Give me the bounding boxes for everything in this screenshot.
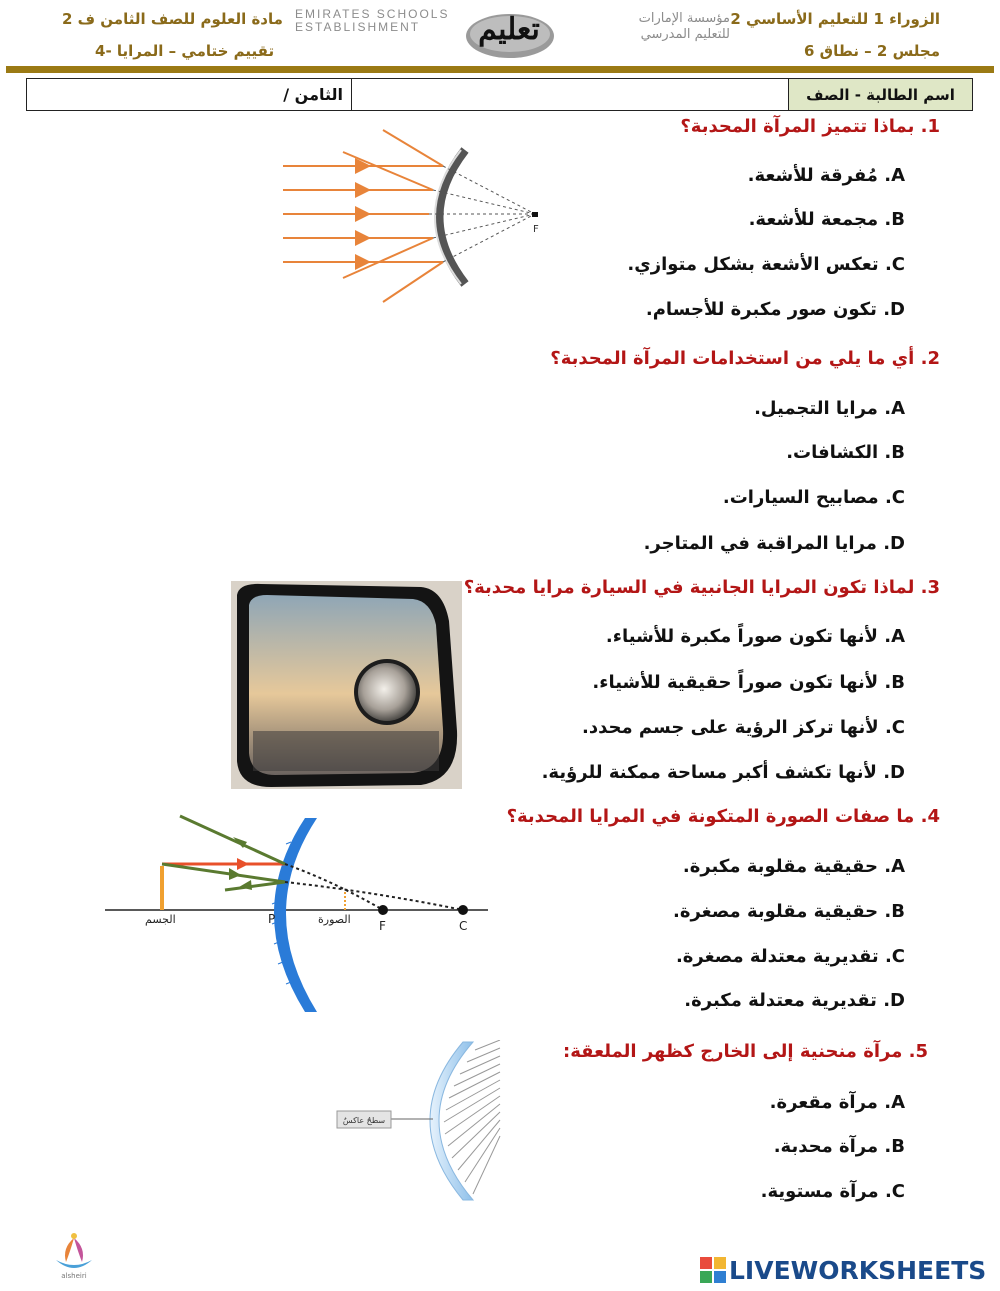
option-letter: A. [884,398,905,419]
spoon-back-mirror-figure [335,1040,505,1202]
option-text: حقيقية مقلوبة مصغرة. [673,901,879,922]
alsheiri-logo-text: alsheiri [61,1272,87,1280]
reflective-surface-label: سطحٌ عاكسٌ [342,1116,386,1125]
option-letter: D. [883,990,905,1011]
question-number: 3. [920,577,940,598]
option-letter: C. [884,487,905,508]
option-text: مرآة مستوية. [760,1181,879,1202]
liveworksheets-brand [700,1255,995,1285]
option-3b[interactable] [592,672,905,693]
question-4 [507,806,940,827]
assessment-title: تقييم ختامي – المرايا -4 [95,42,275,60]
ese-logo-line1: EMIRATES SCHOOLS [295,7,450,21]
option-text: مصابيح السيارات. [722,487,879,508]
option-letter: A. [884,1092,905,1113]
option-1b[interactable] [749,209,905,230]
option-4d[interactable] [684,990,905,1011]
option-letter: D. [883,299,905,320]
taaleem-logo-text: تعليم [478,12,540,47]
option-3a[interactable] [606,626,905,647]
ese-logo [295,8,449,34]
student-name-field[interactable] [351,79,788,110]
question-3 [464,577,940,598]
option-letter: D. [883,533,905,554]
question-2 [550,348,940,369]
ese-logo-line2: ESTABLISHMENT [295,20,421,34]
option-letter: B. [884,442,905,463]
alsheiri-logo [46,1230,102,1282]
question-text: ما صفات الصورة المتكونة في المرايا المحدبة؟ [506,806,915,827]
question-number: 5. [908,1041,928,1062]
option-1c[interactable] [627,254,905,275]
option-letter: D. [883,762,905,783]
question-5 [563,1041,928,1062]
question-text: لماذا تكون المرايا الجانبية في السيارة مرايا محدبة؟ [463,577,915,598]
ministry-logo [639,11,730,43]
option-letter: C. [884,946,905,967]
option-letter: B. [884,1136,905,1157]
option-letter: C. [884,1181,905,1202]
ministry-line1: مؤسسة الإمارات [638,11,730,26]
center-point-label: C [459,919,468,933]
pole-label: P [268,912,276,926]
option-text: مرآة مقعرة. [769,1092,878,1113]
focus-point-label: F [379,919,386,933]
option-text: مرايا التجميل. [754,398,878,419]
option-letter: A. [884,856,905,877]
option-text: مجمعة للأشعة. [748,209,879,230]
option-text: حقيقية مقلوبة مكبرة. [682,856,878,877]
question-number: 4. [920,806,940,827]
school-name: الزوراء 1 للتعليم الأساسي 2 [730,10,940,28]
image-label: الصورة [318,913,351,926]
school-cluster: مجلس 2 – نطاق 6 [804,42,940,60]
option-2b[interactable] [786,442,905,463]
option-4b[interactable] [673,901,905,922]
option-text: لأنها تكون صوراً حقيقية للأشياء. [592,672,879,693]
convex-mirror-rays-figure [283,128,553,306]
option-text: لأنها تكون صوراً مكبرة للأشياء. [605,626,878,647]
convex-mirror-image-diagram [105,812,490,1017]
option-5b[interactable] [774,1136,905,1157]
option-5a[interactable] [770,1092,905,1113]
option-text: مرايا المراقبة في المتاجر. [643,533,877,554]
taaleem-logo [462,4,556,60]
liveworksheets-logo-icon [700,1257,726,1283]
option-text: تقديرية معتدلة مصغرة. [675,946,879,967]
option-2d[interactable] [644,533,905,554]
option-letter: B. [884,209,905,230]
question-number: 1. [920,116,940,137]
car-side-mirror-photo [231,581,462,789]
option-text: تكون صور مكبرة للأجسام. [645,299,877,320]
question-text: أي ما يلي من استخدامات المرآة المحدبة؟ [550,348,915,369]
option-text: الكشافات. [786,442,879,463]
focus-label: F [533,224,539,235]
object-label: الجسم [145,913,176,926]
option-text: مرآة محدبة. [773,1136,879,1157]
student-name-label: اسم الطالبة - الصف [788,79,972,110]
student-info-row [26,78,973,111]
option-letter: C. [884,254,905,275]
option-letter: A. [884,165,905,186]
option-text: مُفرقة للأشعة. [747,165,878,186]
option-5c[interactable] [761,1181,905,1202]
question-number: 2. [920,348,940,369]
option-text: لأنها تركز الرؤية على جسم محدد. [582,717,879,738]
option-2a[interactable] [754,398,905,419]
option-letter: B. [884,672,905,693]
question-1 [680,116,940,137]
option-text: لأنها تكشف أكبر مساحة ممكنة للرؤية. [541,762,877,783]
ministry-line2: للتعليم المدرسي [640,27,730,42]
class-value: الثامن / [283,85,343,104]
option-1a[interactable] [748,165,905,186]
option-3c[interactable] [582,717,905,738]
liveworksheets-brand-text: LIVEWORKSHEETS [729,1255,987,1285]
question-text: بماذا تتميز المرآة المحدبة؟ [680,116,915,137]
option-3d[interactable] [542,762,905,783]
option-4c[interactable] [676,946,905,967]
option-text: تقديرية معتدلة مكبرة. [684,990,877,1011]
option-letter: C. [884,717,905,738]
option-text: تعكس الأشعة بشكل متوازي. [627,254,879,275]
option-4a[interactable] [683,856,905,877]
option-1d[interactable] [646,299,905,320]
subject-title: مادة العلوم للصف الثامن ف 2 [62,10,283,28]
option-letter: B. [884,901,905,922]
header-divider [6,66,994,73]
option-letter: A. [884,626,905,647]
question-text: مرآة منحنية إلى الخارج كظهر الملعقة: [563,1041,903,1062]
option-2c[interactable] [723,487,905,508]
